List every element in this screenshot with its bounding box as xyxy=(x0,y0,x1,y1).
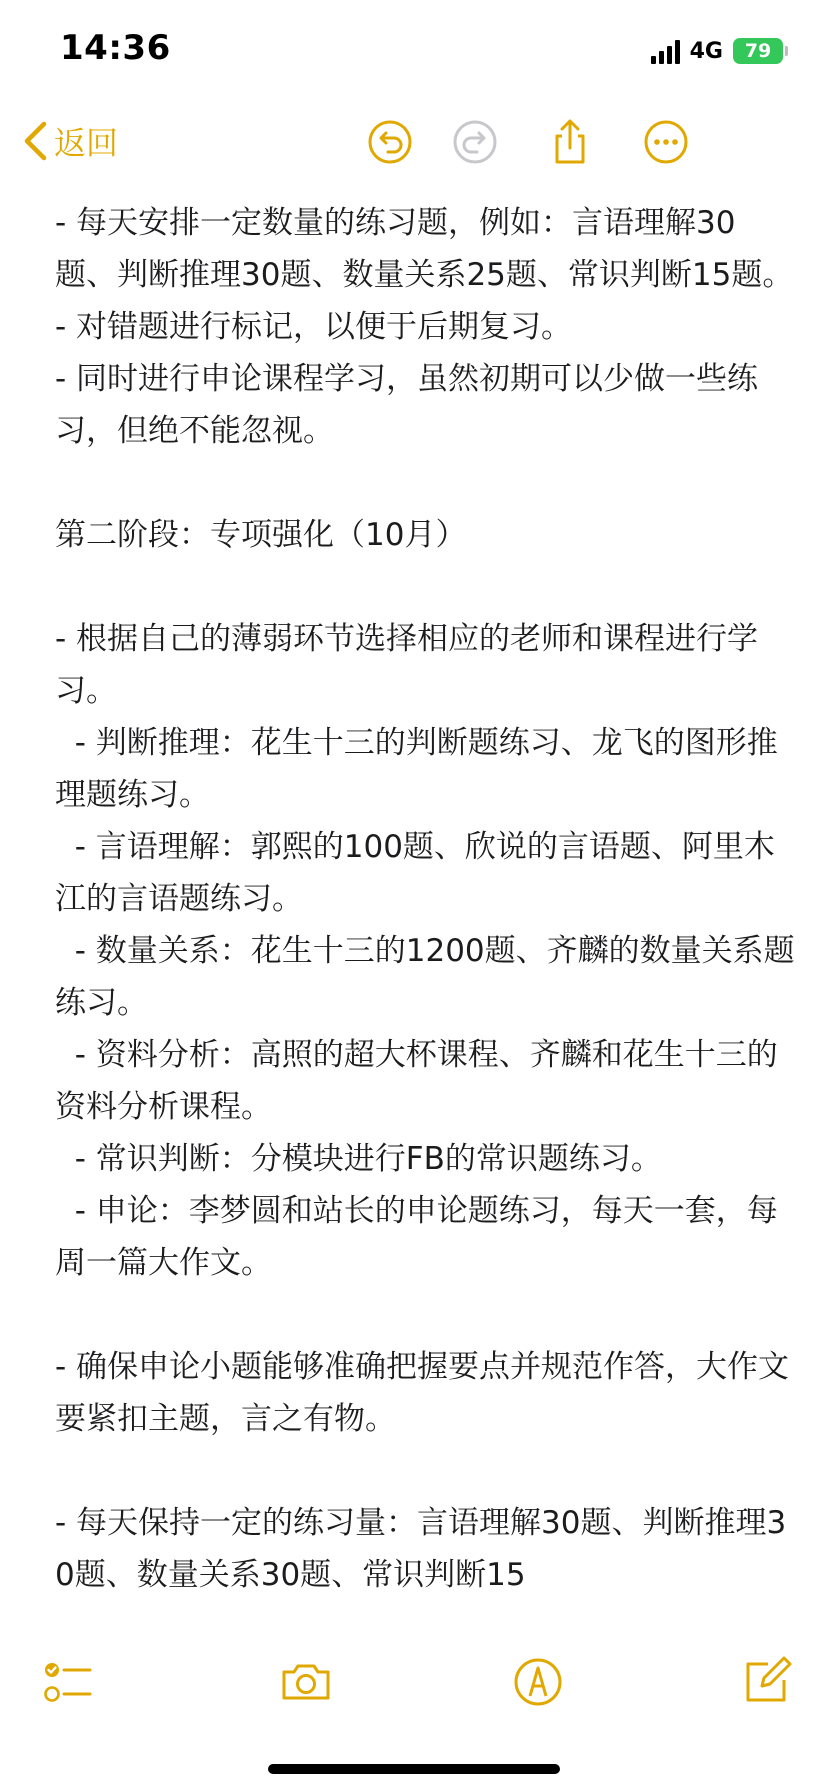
note-sub-line: - 判断推理：花生十三的判断题练习、龙飞的图形推理题练习。 xyxy=(55,725,778,813)
note-line xyxy=(55,1289,795,1341)
note-line: - 对错题进行标记，以便于后期复习。 xyxy=(55,309,573,345)
cellular-signal-icon xyxy=(651,38,680,64)
redo-icon[interactable] xyxy=(451,118,499,166)
checklist-icon[interactable] xyxy=(40,1654,96,1710)
compose-icon[interactable] xyxy=(738,1654,794,1710)
status-bar xyxy=(0,0,828,100)
battery-level: 79 xyxy=(744,40,772,62)
note-line xyxy=(55,457,795,509)
network-type-label: 4G xyxy=(689,38,723,64)
undo-icon[interactable] xyxy=(366,118,414,166)
status-indicators xyxy=(651,36,788,66)
markup-pen-icon[interactable] xyxy=(510,1654,566,1710)
note-section-heading: 第二阶段：专项强化（10月） xyxy=(55,517,467,553)
note-sub-line: - 言语理解：郭熙的100题、欣说的言语题、阿里木江的言语题练习。 xyxy=(55,829,775,917)
navigation-bar xyxy=(0,100,828,185)
note-line: - 确保申论小题能够准确把握要点并规范作答，大作文要紧扣主题，言之有物。 xyxy=(55,1349,790,1437)
note-sub-line: - 数量关系：花生十三的1200题、齐麟的数量关系题练习。 xyxy=(55,933,795,1021)
note-sub-line: - 资料分析：高照的超大杯课程、齐麟和花生十三的资料分析课程。 xyxy=(55,1037,778,1125)
note-line xyxy=(55,1445,795,1497)
note-body[interactable] xyxy=(55,197,795,1627)
chevron-left-icon xyxy=(22,120,48,162)
home-indicator xyxy=(268,1764,560,1774)
note-line: - 根据自己的薄弱环节选择相应的老师和课程进行学习。 xyxy=(55,621,759,709)
back-label: 返回 xyxy=(54,124,119,162)
note-line: - 同时进行申论课程学习，虽然初期可以少做一些练习，但绝不能忽视。 xyxy=(55,361,759,449)
camera-icon[interactable] xyxy=(278,1654,334,1710)
bottom-toolbar xyxy=(0,1632,828,1792)
note-line: - 每天保持一定的练习量：言语理解30题、判断推理30题、数量关系30题、常识判断15 xyxy=(55,1505,787,1593)
battery-cap xyxy=(785,46,788,56)
note-sub-line: - 常识判断：分模块进行FB的常识题练习。 xyxy=(55,1141,662,1177)
status-time: 14:36 xyxy=(60,28,171,68)
share-icon[interactable] xyxy=(546,118,594,166)
back-button[interactable] xyxy=(22,118,118,164)
more-icon[interactable] xyxy=(642,118,690,166)
note-sub-line: - 申论：李梦圆和站长的申论题练习，每天一套，每周一篇大作文。 xyxy=(55,1193,778,1281)
note-line xyxy=(55,561,795,613)
note-line: - 每天安排一定数量的练习题，例如：言语理解30题、判断推理30题、数量关系25题、常识判断15题。 xyxy=(55,205,794,293)
battery-icon xyxy=(733,38,783,64)
